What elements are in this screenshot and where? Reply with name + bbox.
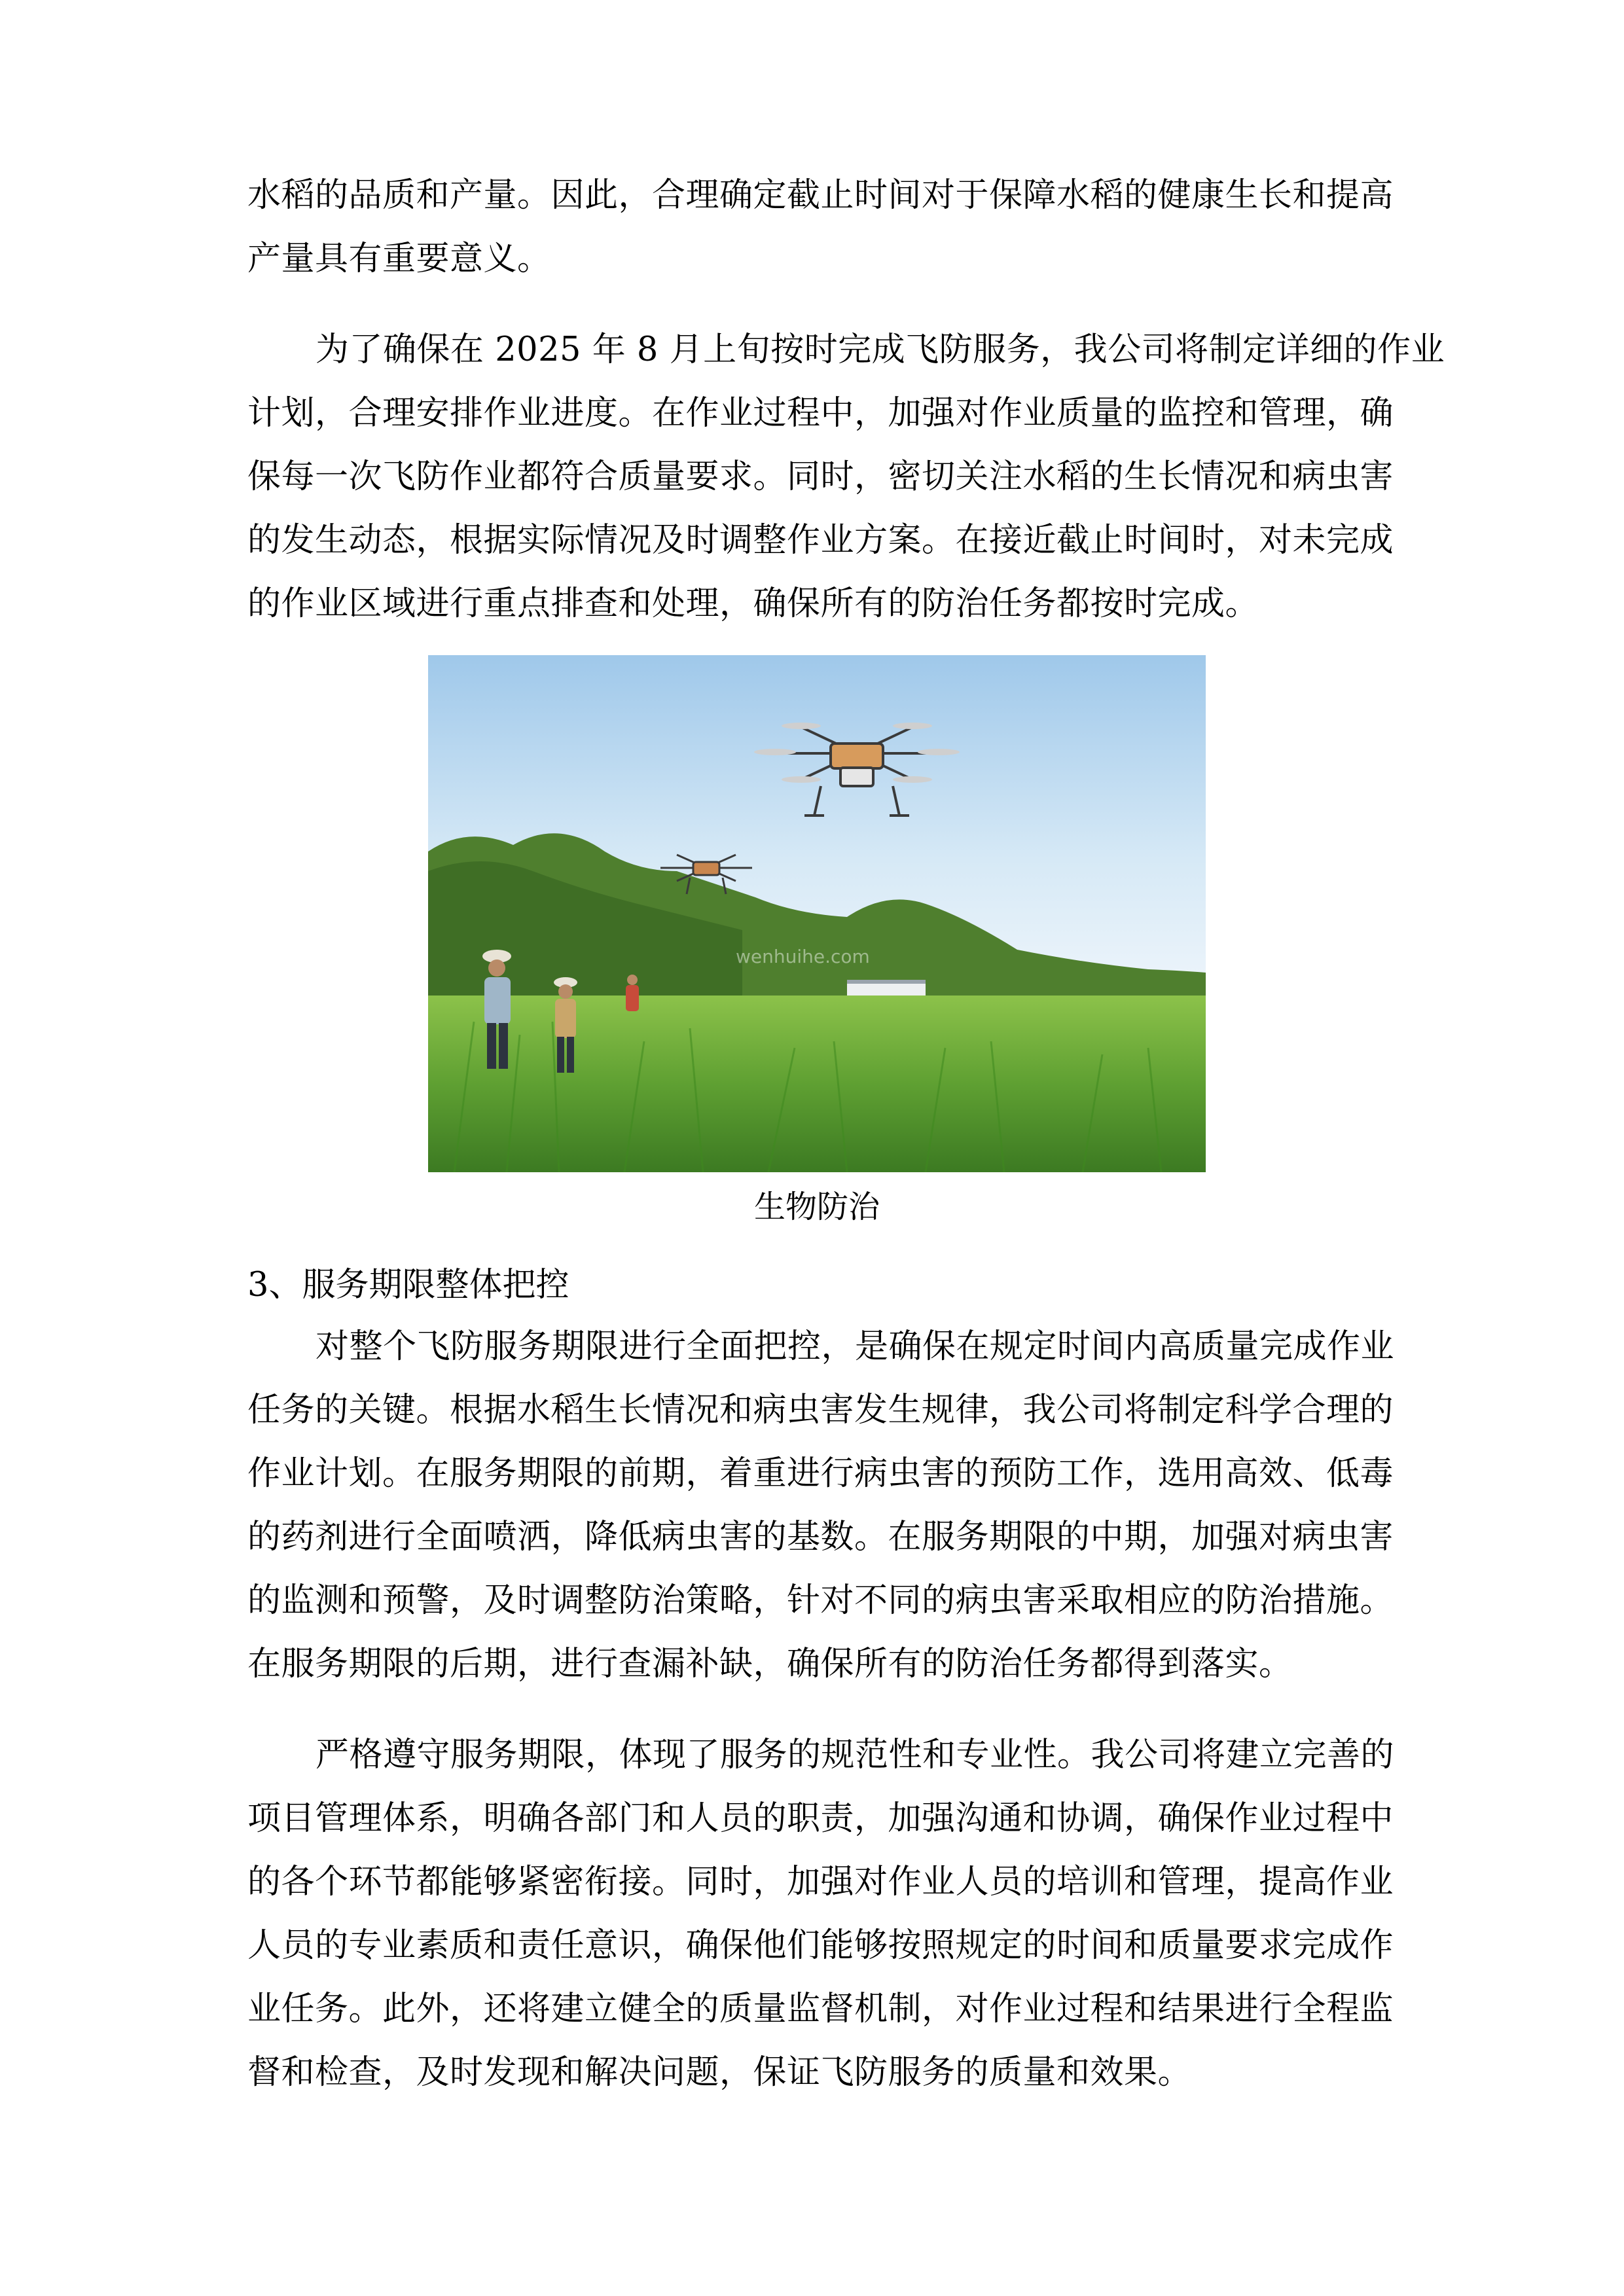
text-line: 计划，合理安排作业进度。在作业过程中，加强对作业质量的监控和管理，确	[247, 394, 1394, 433]
text-line: 在服务期限的后期，进行查漏补缺，确保所有的防治任务都得到落实。	[247, 1645, 1293, 1683]
text-line: 任务的关键。根据水稻生长情况和病虫害发生规律，我公司将制定科学合理的	[247, 1391, 1394, 1429]
paragraph-compliance	[247, 1723, 1395, 2104]
text-line: 作业计划。在服务期限的前期，着重进行病虫害的预防工作，选用高效、低毒	[247, 1454, 1394, 1493]
text-line: 的发生动态，根据实际情况及时调整作业方案。在接近截止时间时，对未完成	[247, 521, 1394, 560]
paragraph-schedule-plan	[247, 318, 1445, 636]
text-line: 的各个环节都能够紧密衔接。同时，加强对作业人员的培训和管理，提高作业	[247, 1863, 1394, 1901]
text-line: 的药剂进行全面喷洒，降低病虫害的基数。在服务期限的中期，加强对病虫害	[247, 1518, 1394, 1556]
text-line: 业任务。此外，还将建立健全的质量监督机制，对作业过程和结果进行全程监	[247, 1990, 1394, 2028]
section-heading: 3、服务期限整体把控	[247, 1266, 569, 1304]
text-line: 严格遵守服务期限，体现了服务的规范性和专业性。我公司将建立完善的	[316, 1736, 1395, 1774]
text-line: 的监测和预警，及时调整防治策略，针对不同的病虫害采取相应的防治措施。	[247, 1581, 1394, 1620]
drone-photo	[428, 655, 1206, 1172]
text-line: 为了确保在 2025 年 8 月上旬按时完成飞防服务，我公司将制定详细的作业	[316, 331, 1445, 369]
paragraph-rice-quality	[247, 164, 1394, 291]
rice-field	[428, 996, 1206, 1172]
text-line: 保每一次飞防作业都符合质量要求。同时，密切关注水稻的生长情况和病虫害	[247, 457, 1394, 496]
farmer-3	[626, 975, 639, 1011]
text-line: 人员的专业素质和责任意识，确保他们能够按照规定的时间和质量要求完成作	[247, 1926, 1394, 1965]
paragraph-period-control	[247, 1315, 1395, 1696]
text-line: 产量具有重要意义。	[247, 240, 551, 278]
figure-caption: 生物防治	[753, 1189, 880, 1225]
text-line: 的作业区域进行重点排查和处理，确保所有的防治任务都按时完成。	[247, 584, 1259, 623]
text-line: 项目管理体系，明确各部门和人员的职责，加强沟通和协调，确保作业过程中	[247, 1799, 1394, 1838]
photo-watermark: wenhuihe.com	[736, 946, 870, 967]
text-line: 督和检查，及时发现和解决问题，保证飞防服务的质量和效果。	[247, 2053, 1192, 2092]
text-line: 水稻的品质和产量。因此，合理确定截止时间对于保障水稻的健康生长和提高	[247, 176, 1394, 215]
text-line: 对整个飞防服务期限进行全面把控，是确保在规定时间内高质量完成作业	[316, 1327, 1395, 1366]
document-page	[247, 164, 1445, 2104]
